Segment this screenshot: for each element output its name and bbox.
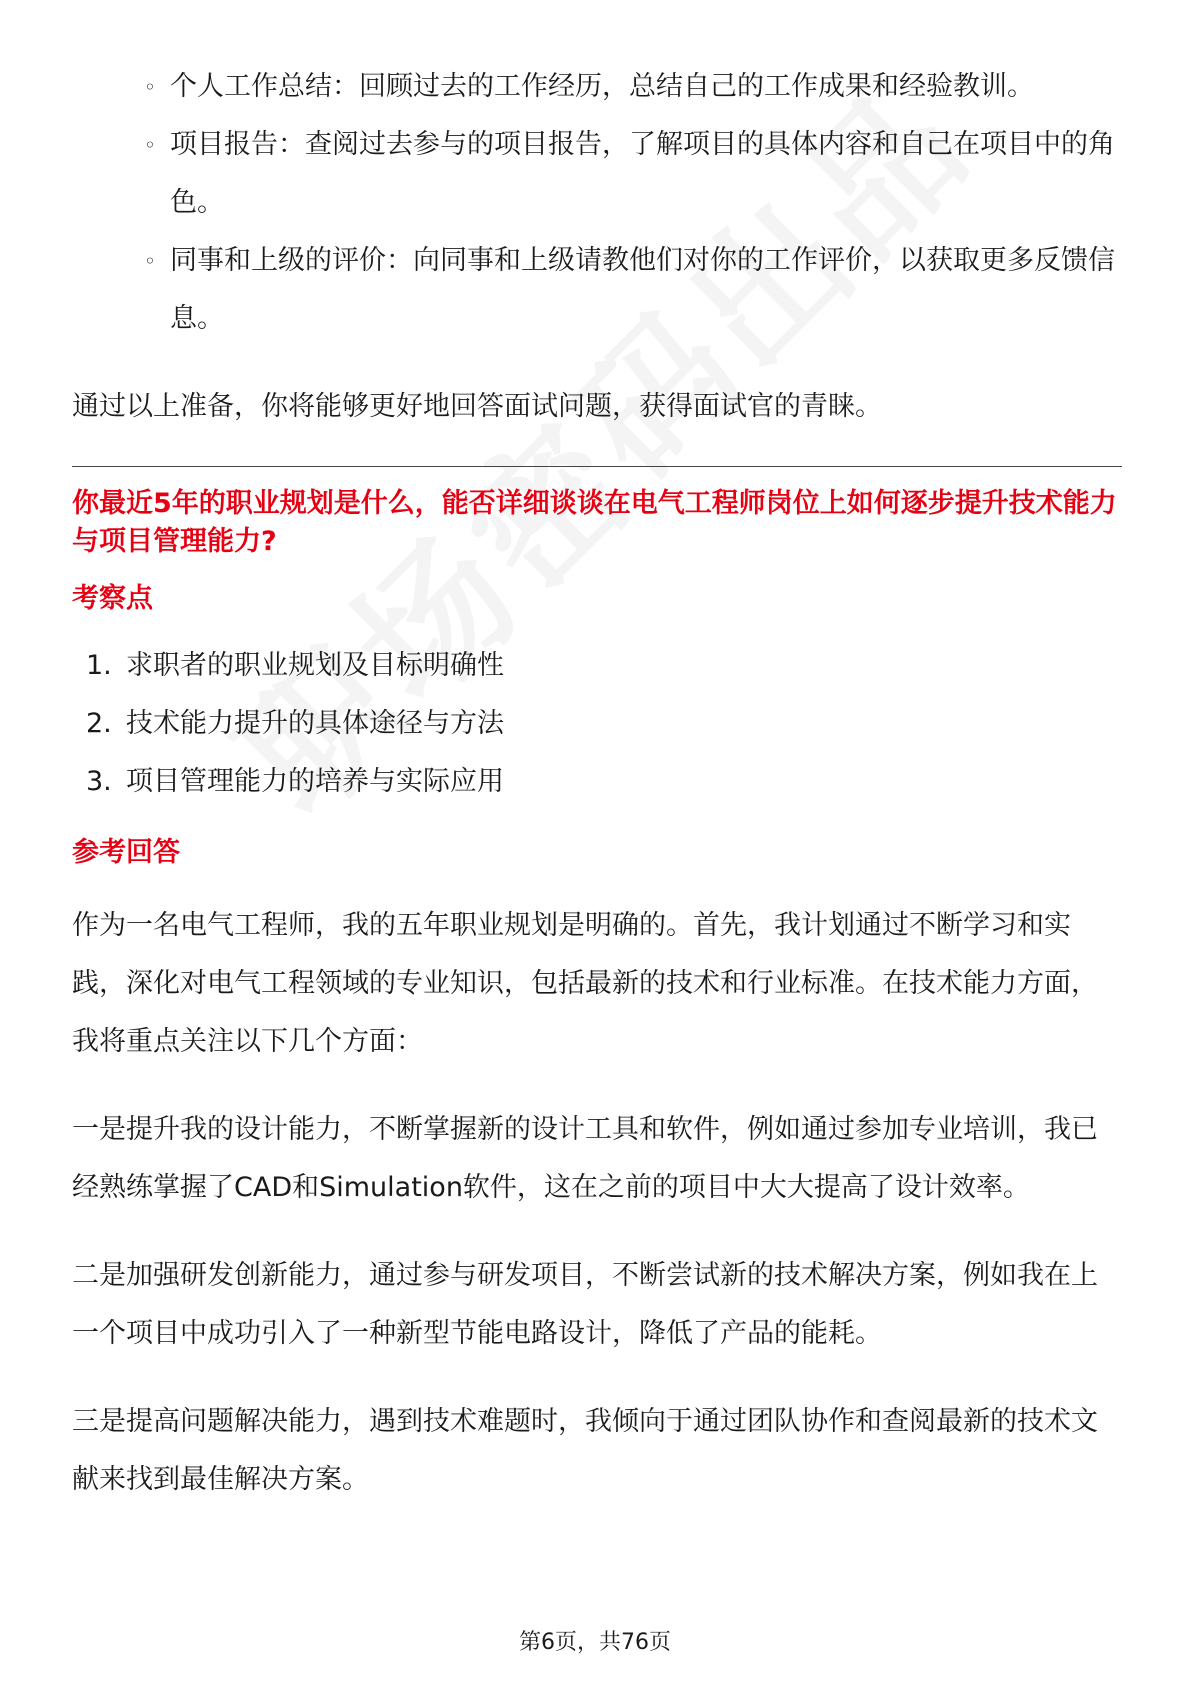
- bullet-text: 个人工作总结：回顾过去的工作经历，总结自己的工作成果和经验教训。: [170, 71, 1034, 102]
- focus-points-list: [72, 637, 1122, 811]
- answer-paragraph: 三是提高问题解决能力，遇到技术难题时，我倾向于通过团队协作和查阅最新的技术文献来找到最佳解决方案。: [72, 1406, 1098, 1495]
- bullet-item: [144, 116, 1122, 232]
- bullet-text: 同事和上级的评价：向同事和上级请教他们对你的工作评价，以获取更多反馈信息。: [170, 245, 1115, 334]
- interview-question: 你最近5年的职业规划是什么，能否详细谈谈在电气工程师岗位上如何逐步提升技术能力与项目管理能力?: [72, 488, 1117, 557]
- hollow-bullet-icon: ◦: [144, 75, 156, 99]
- item-number: 2.: [86, 708, 112, 739]
- focus-point-item: [86, 637, 1122, 695]
- item-text: 项目管理能力的培养与实际应用: [126, 766, 504, 797]
- focus-heading: 考察点: [72, 583, 153, 614]
- answer-heading: 参考回答: [72, 837, 180, 868]
- intro-bullet-list: [72, 58, 1122, 348]
- page-content: [72, 58, 1122, 1509]
- section-divider: [72, 466, 1122, 467]
- answer-paragraph: 二是加强研发创新能力，通过参与研发项目，不断尝试新的技术解决方案，例如我在上一个项目中成功引入了一种新型节能电路设计，降低了产品的能耗。: [72, 1260, 1098, 1349]
- conclusion-paragraph: 通过以上准备，你将能够更好地回答面试问题，获得面试官的青睐。: [72, 391, 882, 422]
- bullet-text: 项目报告：查阅过去参与的项目报告，了解项目的具体内容和自己在项目中的角色。: [170, 129, 1115, 218]
- answer-paragraph: 作为一名电气工程师，我的五年职业规划是明确的。首先，我计划通过不断学习和实践，深化对电气工程领域的专业知识，包括最新的技术和行业标准。在技术能力方面，我将重点关注以下几个方面：: [72, 910, 1098, 1057]
- focus-point-item: [86, 753, 1122, 811]
- bullet-item: [144, 232, 1122, 348]
- item-number: 3.: [86, 766, 112, 797]
- hollow-bullet-icon: ◦: [144, 133, 156, 157]
- page-footer: 第6页，共76页: [519, 1630, 671, 1655]
- bullet-item: [144, 58, 1122, 116]
- item-number: 1.: [86, 650, 112, 681]
- hollow-bullet-icon: ◦: [144, 249, 156, 273]
- focus-point-item: [86, 695, 1122, 753]
- item-text: 求职者的职业规划及目标明确性: [126, 650, 504, 681]
- answer-paragraph: 一是提升我的设计能力，不断掌握新的设计工具和软件，例如通过参加专业培训，我已经熟练掌握了CAD和Simulation软件，这在之前的项目中大大提高了设计效率。: [72, 1114, 1098, 1203]
- item-text: 技术能力提升的具体途径与方法: [126, 708, 504, 739]
